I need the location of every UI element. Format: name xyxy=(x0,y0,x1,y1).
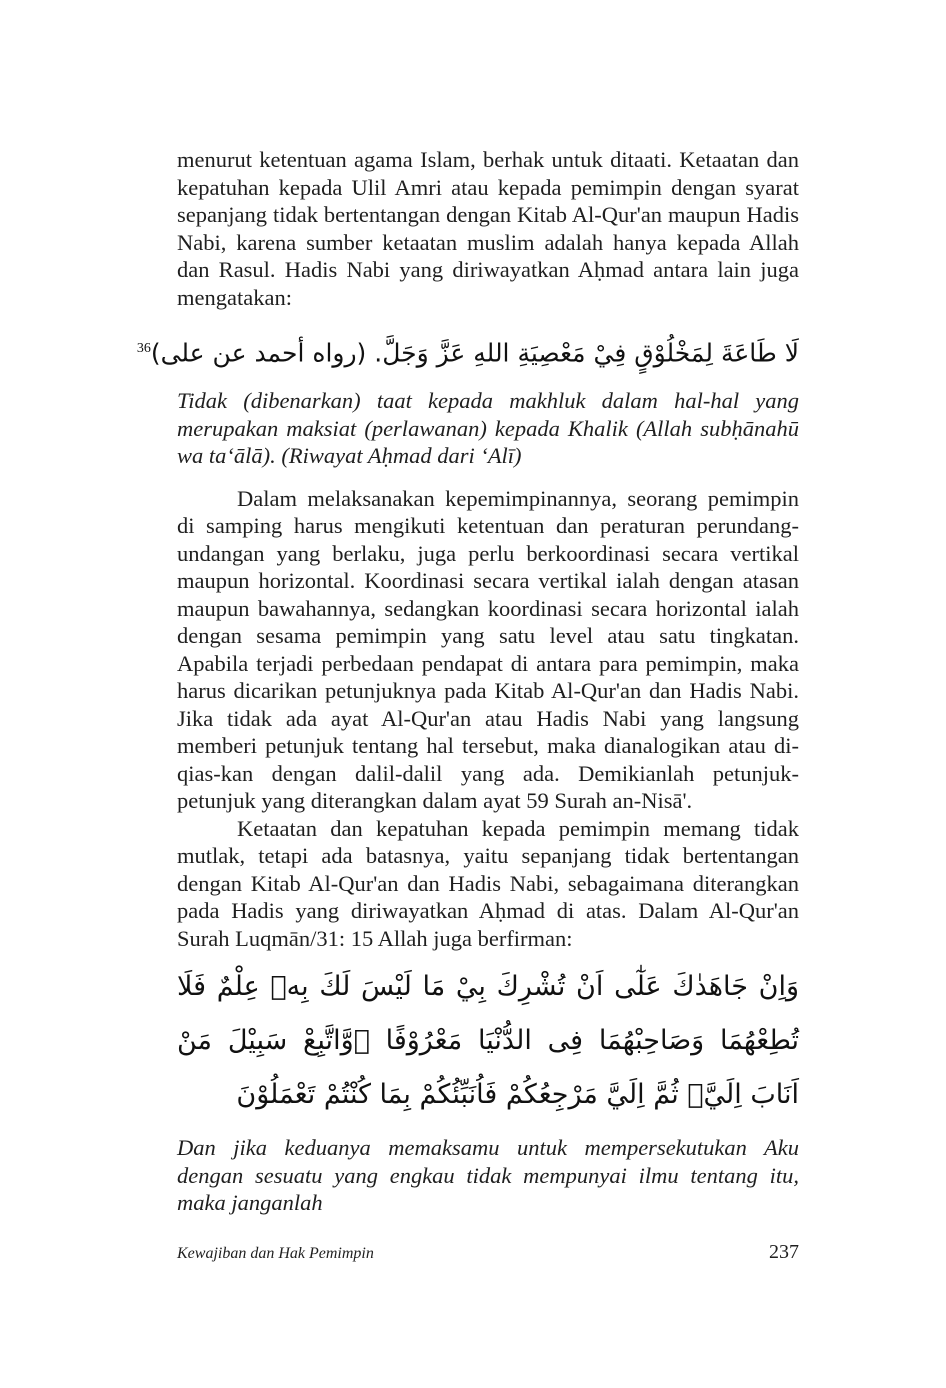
hadith-translation: Tidak (dibenarkan) taat kepada makhluk dalam hal-hal yang merupakan maksiat (perlawanan) kepada Khalik (Allah subḥānahū wa ta‘ālā). (Riwayat Aḥmad dari ‘Alī) xyxy=(177,388,799,469)
hadith-arabic-text: لَا طَاعَةَ لِمَخْلُوْقٍ فِيْ مَعْصِيَةِ اللهِ عَزَّ وَجَلَّ. (رواه أحمد عن على) xyxy=(150,338,799,368)
body-paragraph-2: Dalam melaksanakan kepemimpinannya, seorang pemimpin di samping harus mengikuti ketentuan dan peraturan perundang-undangan yang berlaku, juga perlu berkoordinasi secara vertikal maupun horizontal. Koordinasi secara vertikal ialah dengan atasan maupun bawahannya, sedangkan koordinasi secara horizontal ialah dengan sesama pemimpin yang satu level atau satu tingkatan. Apabila terjadi perbedaan pendapat di antara para pemimpin, maka harus dicarikan petunjuknya pada Kitab Al-Qur'an dan Hadis Nabi. Jika tidak ada ayat Al-Qur'an atau Hadis Nabi yang langsung memberi petunjuk tentang hal tersebut, maka dianalogikan atau di-qias-kan dengan dalil-dalil yang ada. Demikianlah petunjuk-petunjuk yang diterangkan dalam ayat 59 Surah an-Nisā'. xyxy=(177,485,799,814)
verse-translation: Dan jika keduanya memaksamu untuk mempersekutukan Aku dengan sesuatu yang engkau tidak mempunyai ilmu tentang itu, maka janganlah xyxy=(177,1135,799,1216)
running-title: Kewajiban dan Hak Pemimpin xyxy=(177,1245,374,1262)
page-content xyxy=(136,146,799,1217)
quran-verse-arabic: وَاِنْ جَاهَدٰكَ عَلٰٓى اَنْ تُشْرِكَ بِيْ مَا لَيْسَ لَكَ بِهٖ عِلْمٌ فَلَا تُطِعْهُمَا وَصَاحِبْهُمَا فِى الدُّنْيَا مَعْرُوْفًا ۖوَّاتَّبِعْ سَبِيْلَ مَنْ اَنَابَ اِلَيَّۚ ثُمَّ اِلَيَّ مَرْجِعُكُمْ فَاُنَبِّئُكُمْ بِمَا كُنْتُمْ تَعْمَلُوْنَ xyxy=(177,971,799,1111)
page-footer xyxy=(177,1241,799,1271)
footnote-marker[interactable]: 36 xyxy=(136,341,151,356)
body-paragraph-3: Ketaatan dan kepatuhan kepada pemimpin memang tidak mutlak, tetapi ada batasnya, yaitu sepanjang tidak bertentangan dengan Kitab Al-Qur'an dan Hadis Nabi, sebagaimana diterangkan pada Hadis yang diriwayatkan Aḥmad di atas. Dalam Al-Qur'an Surah Luqmān/31: 15 Allah juga berfirman: xyxy=(177,815,799,951)
page-number: 237 xyxy=(769,1241,799,1263)
hadith-arabic-block xyxy=(136,329,799,373)
body-paragraph-1: menurut ketentuan agama Islam, berhak untuk ditaati. Ketaatan dan kepatuhan kepada Ulil Amri atau kepada pemimpin dengan syarat sepanjang tidak bertentangan dengan Kitab Al-Qur'an maupun Hadis Nabi, karena sumber ketaatan muslim adalah hanya kepada Allah dan Rasul. Hadis Nabi yang diriwayatkan Aḥmad antara lain juga mengatakan: xyxy=(177,147,799,310)
